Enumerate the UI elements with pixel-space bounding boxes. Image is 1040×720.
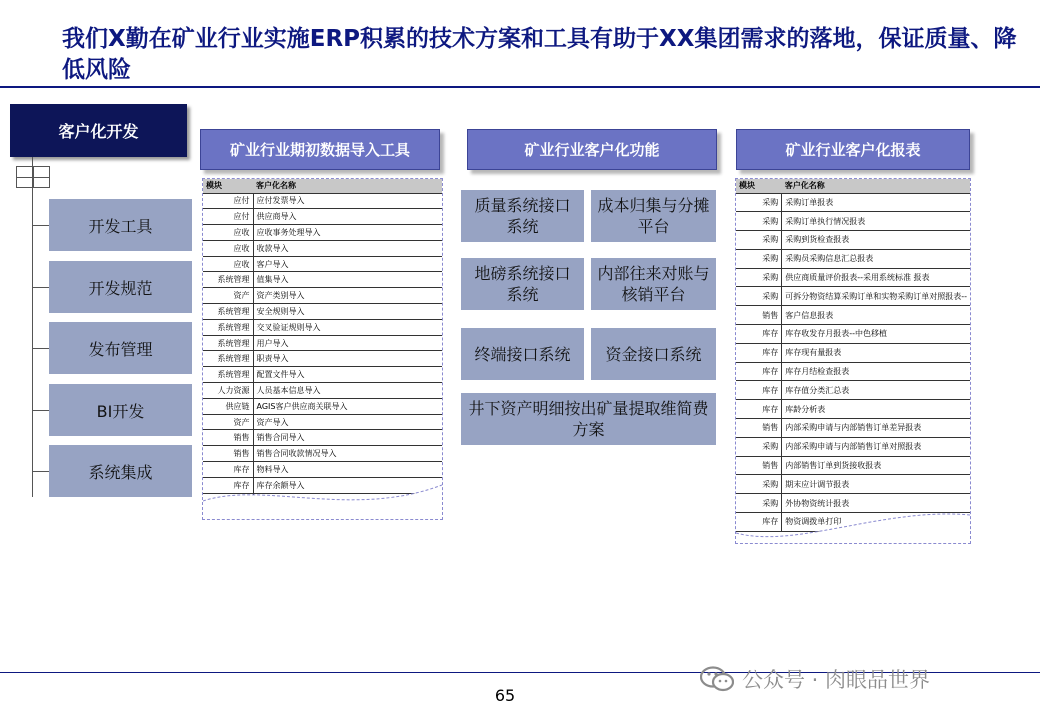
import-table-header-name: 客户化名称 [253,179,442,193]
function-internal-reconciliation: 内部往来对账与核销平台 [591,258,716,310]
table-row [203,351,442,367]
table-cell-module: 销售 [736,419,782,438]
table-cell-module: 系统管理 [203,367,253,383]
table-cell-module: 应收 [203,225,253,241]
table-row [736,268,970,287]
table-cell-name: 销售合同收款情况导入 [253,446,442,462]
function-cost-allocation: 成本归集与分摊平台 [591,190,716,242]
table-row [736,325,970,344]
table-row [203,225,442,241]
table-cell-name: 交叉验证规则导入 [253,319,442,335]
table-cell-module: 库存 [736,400,782,419]
table-cell-name: 资产导入 [253,414,442,430]
side-item-system-integration: 系统集成 [49,445,192,497]
table-cell-module: 库存 [736,381,782,400]
side-item-release-mgmt: 发布管理 [49,322,192,374]
page-title: 我们X勤在矿业行业实施ERP积累的技术方案和工具有助于XX集团需求的落地，保证质量、降低风险 [62,26,1017,83]
table-cell-module: 资产 [203,414,253,430]
title-divider [0,86,1040,88]
report-table [736,179,970,532]
report-table-header-module: 模块 [736,179,782,193]
table-cell-name: 外协物资统计报表 [782,494,970,513]
table-cell-name: 采购到货检查报表 [782,231,970,250]
table-row [736,437,970,456]
table-cell-name: AGIS客户供应商关联导入 [253,398,442,414]
grid-icon [16,166,50,188]
table-cell-name: 物资调拨单打印 [782,513,970,532]
table-cell-name: 值集导入 [253,272,442,288]
table-cell-name: 客户导入 [253,256,442,272]
tree-branch [32,225,49,226]
table-row [736,287,970,306]
table-cell-module: 供应链 [203,398,253,414]
table-row [203,288,442,304]
table-row [203,240,442,256]
table-cell-name: 可拆分物资结算采购订单和实物采购订单对照报表-- [782,287,970,306]
table-cell-module: 采购 [736,231,782,250]
table-row [203,272,442,288]
table-cell-module: 库存 [736,362,782,381]
table-cell-name: 库存现有量报表 [782,343,970,362]
table-cell-module: 销售 [736,306,782,325]
table-row [203,414,442,430]
table-cell-name: 内部销售订单到货接收报表 [782,456,970,475]
table-row [203,304,442,320]
table-cell-module: 应收 [203,240,253,256]
table-cell-module: 系统管理 [203,335,253,351]
table-cell-module: 应付 [203,193,253,209]
table-cell-module: 库存 [736,513,782,532]
table-cell-module: 采购 [736,437,782,456]
table-row [736,212,970,231]
function-terminal-interface: 终端接口系统 [461,328,584,380]
table-cell-module: 销售 [736,456,782,475]
import-table-body [203,193,442,509]
table-cell-module: 销售 [203,430,253,446]
table-cell-module: 资产 [203,288,253,304]
table-cell-module: 系统管理 [203,272,253,288]
side-item-dev-tools: 开发工具 [49,199,192,251]
table-cell-name: 资产类别导入 [253,288,442,304]
table-cell-name: 用户导入 [253,335,442,351]
table-cell-module: 销售 [203,446,253,462]
import-table-document [202,178,443,520]
table-cell-name: 收款导入 [253,240,442,256]
table-row [203,193,442,209]
table-cell-module: 系统管理 [203,304,253,320]
table-row [736,400,970,419]
table-cell-name: 采购订单报表 [782,193,970,212]
import-table [203,179,442,509]
report-table-body [736,193,970,531]
table-cell-name: 客户信息报表 [782,306,970,325]
table-cell-module: 系统管理 [203,319,253,335]
table-cell-name: 人员基本信息导入 [253,383,442,399]
table-row [736,381,970,400]
table-cell-name: 应收事务处理导入 [253,225,442,241]
table-cell-name: 安全规则导入 [253,304,442,320]
table-cell-module: 应收 [203,256,253,272]
table-cell-name: 配置文件导入 [253,367,442,383]
table-cell-name: 物料导入 [253,462,442,478]
table-cell-name: 供应商质量评价报表--采用系统标准 报表 [782,268,970,287]
table-cell-name: 销售合同导入 [253,430,442,446]
table-cell-name: 库存余额导入 [253,477,442,493]
table-cell-name: 采购订单执行情况报表 [782,212,970,231]
table-cell-module: 采购 [736,268,782,287]
table-cell-module: 采购 [736,287,782,306]
table-cell-module: 系统管理 [203,351,253,367]
table-row [736,249,970,268]
table-cell-module: 库存 [203,462,253,478]
function-underground-asset-plan: 井下资产明细按出矿量提取维简费方案 [461,393,716,445]
table-row [736,362,970,381]
table-row [736,475,970,494]
table-cell-module: 采购 [736,494,782,513]
wechat-icon [700,666,734,692]
tree-connector [32,157,33,497]
custom-report-header: 矿业行业客户化报表 [736,129,970,170]
table-cell-module: 采购 [736,193,782,212]
function-fund-interface: 资金接口系统 [591,328,716,380]
table-row [203,319,442,335]
report-table-document [735,178,971,544]
table-cell-name: 库龄分析表 [782,400,970,419]
import-tool-header: 矿业行业期初数据导入工具 [200,129,440,170]
side-item-dev-standards: 开发规范 [49,261,192,313]
side-item-bi-dev: BI开发 [49,384,192,436]
tree-branch [32,287,49,288]
function-weighbridge-interface: 地磅系统接口系统 [461,258,584,310]
page-curl [203,479,442,519]
table-cell-module: 采购 [736,212,782,231]
page-curl [736,503,970,543]
watermark [700,664,930,694]
table-row [203,383,442,399]
table-row [736,343,970,362]
table-cell-name: 供应商导入 [253,209,442,225]
table-row [203,462,442,478]
table-cell-name: 库存收发存月报表--中色移植 [782,325,970,344]
custom-dev-header: 客户化开发 [10,104,187,157]
table-cell-name: 库存月结检查报表 [782,362,970,381]
watermark-text: 公众号 · 肉眼品世界 [742,668,931,692]
table-row [203,398,442,414]
page-number: 65 [494,686,516,705]
table-cell-module: 库存 [736,325,782,344]
table-cell-module: 采购 [736,475,782,494]
table-row [203,367,442,383]
table-row [203,209,442,225]
function-quality-interface: 质量系统接口系统 [461,190,584,242]
table-row [203,256,442,272]
import-table-header-module: 模块 [203,179,253,193]
tree-branch [32,348,49,349]
table-cell-name: 应付发票导入 [253,193,442,209]
table-cell-name: 内部采购申请与内部销售订单差异报表 [782,419,970,438]
table-cell-module: 采购 [736,249,782,268]
table-cell-module: 库存 [203,477,253,493]
table-row [203,430,442,446]
tree-branch [32,410,49,411]
table-cell-module: 库存 [736,343,782,362]
table-row [736,306,970,325]
table-cell-name: 采购员采购信息汇总报表 [782,249,970,268]
table-cell-module: 人力资源 [203,383,253,399]
table-row [736,456,970,475]
custom-function-header: 矿业行业客户化功能 [467,129,717,170]
table-row [736,419,970,438]
tree-branch [32,471,49,472]
table-cell-name: 职责导入 [253,351,442,367]
table-cell-name: 期末应计调节报表 [782,475,970,494]
table-row [203,446,442,462]
table-cell-module: 应付 [203,209,253,225]
table-row [736,193,970,212]
table-row [736,231,970,250]
table-cell-name: 内部采购申请与内部销售订单对照报表 [782,437,970,456]
table-row [203,335,442,351]
report-table-header-name: 客户化名称 [782,179,970,193]
table-cell-name: 库存值分类汇总表 [782,381,970,400]
